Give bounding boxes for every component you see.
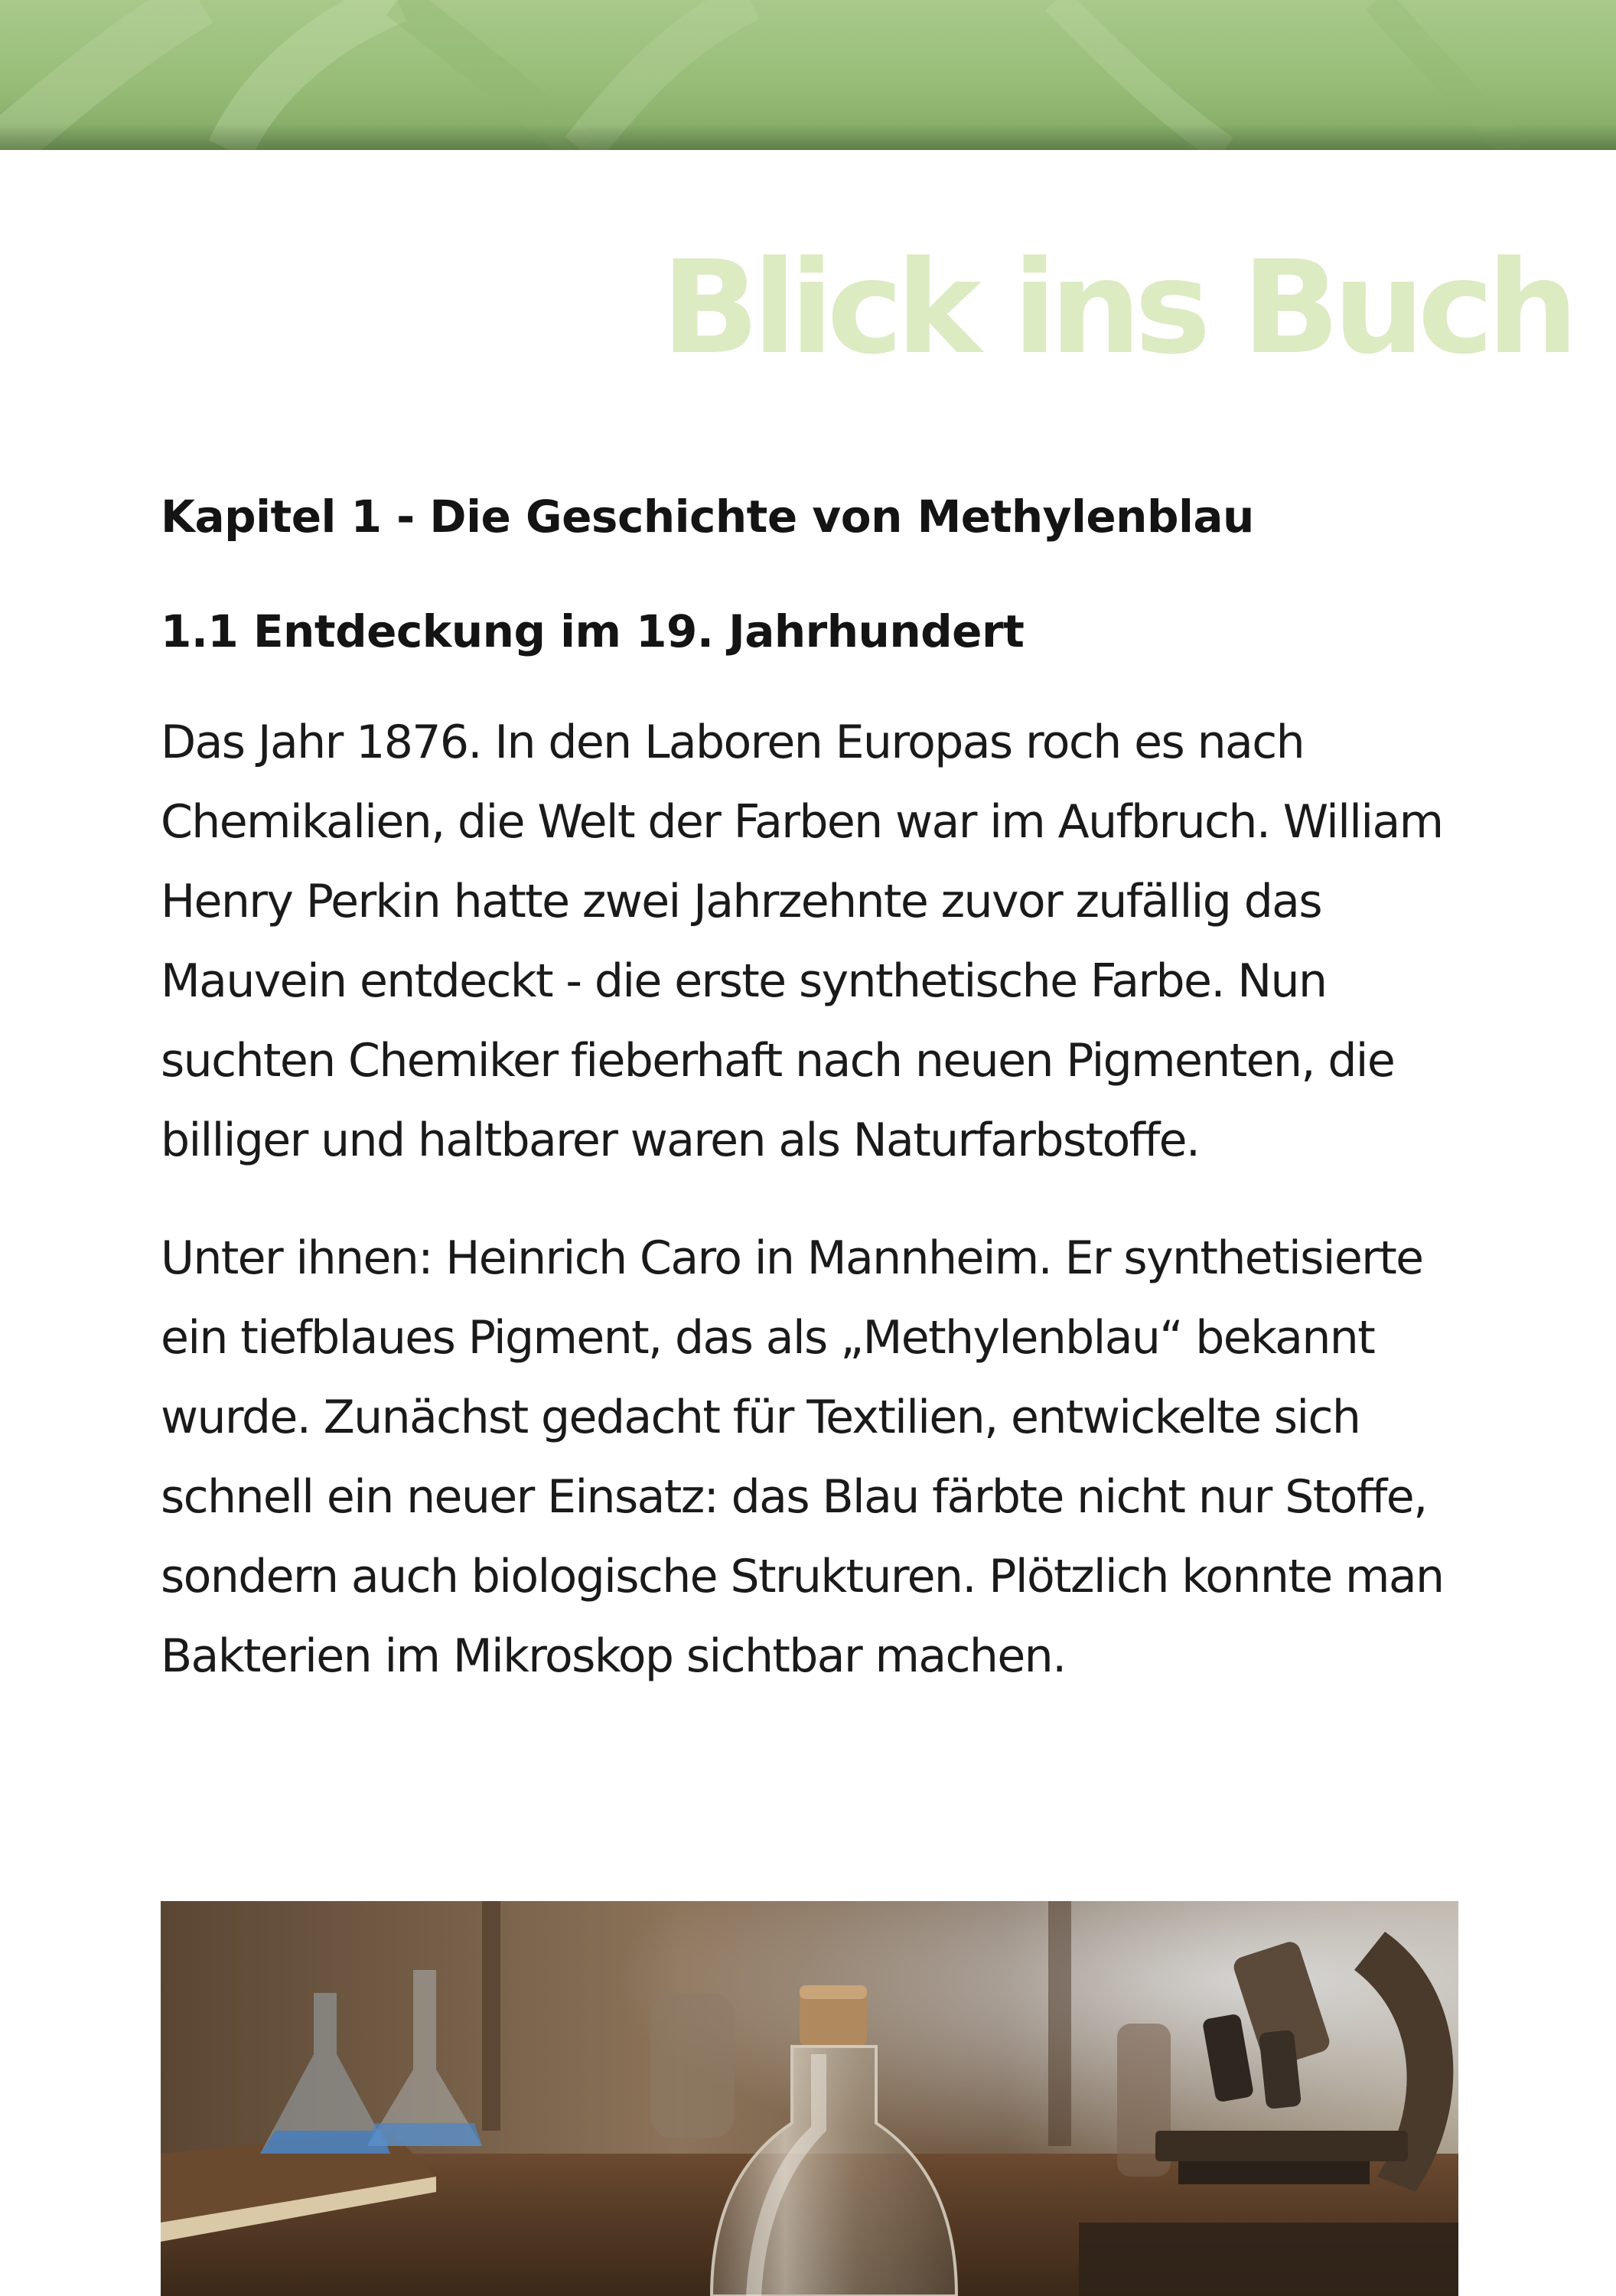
lab-scene-image xyxy=(161,1901,1458,2296)
chapter-content xyxy=(161,482,1477,1734)
paragraph: Unter ihnen: Heinrich Caro in Mannheim. Er synthetisierte ein tiefblaues Pigment, das als „Methylenblau“ bekannt wurde. Zunächst gedacht für Textilien, entwickelte sich schnell ein neuer Einsatz: das Blau färbte nicht nur Stoffe, sondern auch biologische Strukturen. Plötzlich konnte man Bakterien im Mikroskop sichtbar machen. xyxy=(161,1231,1444,1683)
header-banner xyxy=(0,0,1616,150)
section-title: 1.1 Entdeckung im 19. Jahrhundert xyxy=(161,605,1025,657)
chapter-title: Kapitel 1 - Die Geschichte von Methylenblau xyxy=(161,491,1254,543)
paragraph: Das Jahr 1876. In den Laboren Europas roch es nach Chemikalien, die Welt der Farben war im Aufbruch. William Henry Perkin hatte zwei Jahrzehnte zuvor zufällig das Mauvein entdeckt - die erste synthetische Farbe. Nun suchten Chemiker fieberhaft nach neuen Pigmenten, die billiger und haltbarer waren als Naturfarbstoffe. xyxy=(161,716,1443,1167)
lab-illustration xyxy=(161,1901,1458,2296)
preview-title: Blick ins Buch xyxy=(661,233,1572,383)
banner-pattern xyxy=(0,0,1616,150)
